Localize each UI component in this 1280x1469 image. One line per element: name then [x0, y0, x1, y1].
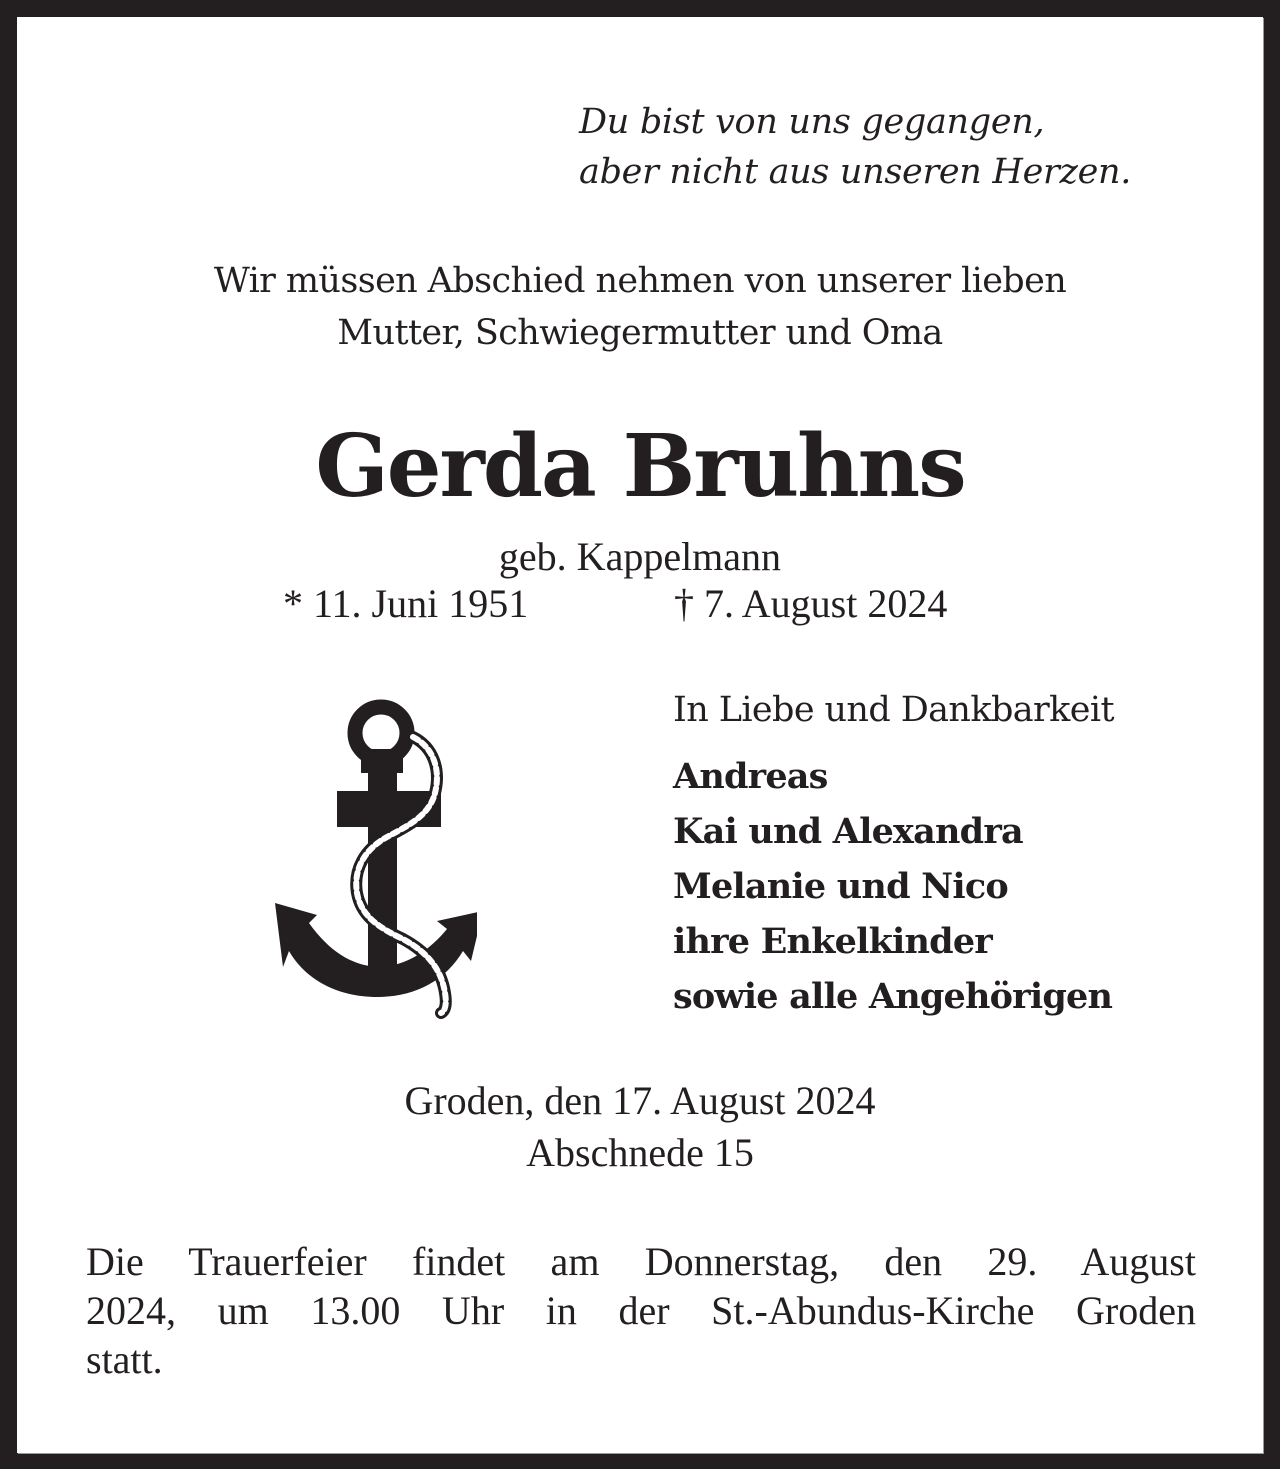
intro-line: Wir müssen Abschied nehmen von unserer lieben: [213, 261, 1067, 301]
mourner-name: sowie alle Angehörigen: [673, 976, 1113, 1017]
quote-line: Du bist von uns gegangen,: [579, 102, 1045, 142]
birth-date: * 11. Juni 1951: [283, 581, 529, 626]
place-and-date: [17, 1075, 1263, 1179]
quote-line: aber nicht aus unseren Herzen.: [579, 152, 1132, 192]
anchor-with-rope-icon: [265, 693, 477, 1027]
mourners-list: [673, 749, 1112, 1024]
mourner-name: Kai und Alexandra: [673, 811, 1023, 852]
obituary-card: [17, 17, 1263, 1453]
date-line: Groden, den 17. August 2024: [404, 1078, 876, 1123]
mourners-heading: In Liebe und Dankbarkeit: [673, 690, 1114, 730]
death-date: † 7. August 2024: [674, 581, 948, 626]
funeral-service-notice: [86, 1237, 1196, 1384]
mourner-name: Andreas: [673, 756, 828, 797]
deceased-name: Gerda Bruhns: [315, 416, 965, 517]
maiden-name: geb. Kappelmann: [498, 534, 782, 579]
intro-text: [17, 255, 1263, 359]
service-line: statt.: [86, 1337, 163, 1382]
mourner-name: Melanie und Nico: [673, 866, 1008, 907]
service-line: Die Trauerfeier findet am Donnerstag, den 29. August: [86, 1239, 1196, 1284]
intro-line: Mutter, Schwiegermutter und Oma: [337, 313, 943, 353]
service-line: 2024, um 13.00 Uhr in der St.-Abundus-Kirche Groden: [86, 1288, 1196, 1333]
mourner-name: ihre Enkelkinder: [673, 921, 992, 962]
memorial-quote: [579, 97, 1131, 197]
address-line: Abschnede 15: [526, 1130, 754, 1175]
